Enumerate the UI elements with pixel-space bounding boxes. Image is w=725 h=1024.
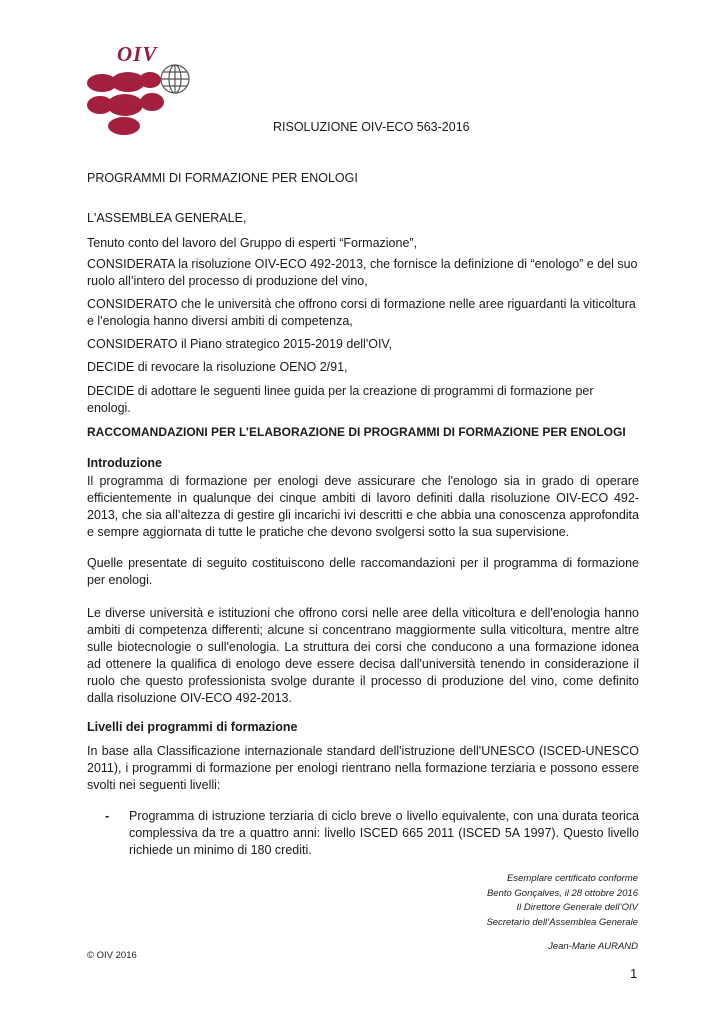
cert-line: Bento Gonçalves, il 28 ottobre 2016	[486, 887, 638, 899]
certification-block	[486, 872, 638, 955]
intro-paragraph: Quelle presentate di seguito costituiscono delle raccomandazioni per il programma di formazione per enologi.	[87, 556, 639, 587]
assembly-heading: L'ASSEMBLEA GENERALE,	[87, 211, 247, 225]
page-number: 1	[630, 966, 638, 981]
intro-paragraph: Le diverse università e istituzioni che offrono corsi nelle aree della viticoltura e dell'enologia hanno ambiti di competenza differenti; alcune si concentrano maggiormente sulla viticoltura, mentre altre sulle biotecnologie o sull'enologia. La struttura dei corsi che conducono a una formazione idonea ad ottenere la qualifica di enologo deve essere decisa dall'università tenendo in considerazione il ruolo che questo professionista svolge durante il processo di produzione del vino, come definito dalla risoluzione OIV-ECO 492-2013.	[87, 606, 639, 705]
preamble-item: DECIDE di revocare la risoluzione OENO 2/91,	[87, 360, 348, 374]
footer-copyright: © OIV 2016	[87, 950, 137, 961]
intro-heading: Introduzione	[87, 456, 162, 470]
resolution-title: RISOLUZIONE OIV-ECO 563-2016	[273, 120, 470, 134]
preamble-item: CONSIDERATA la risoluzione OIV-ECO 492-2013, che fornisce la definizione di “enologo” e del suo ruolo all’intero del processo di produzione del vino,	[87, 257, 638, 288]
cert-line: Esemplare certificato conforme	[507, 873, 638, 884]
logo-text: OIV	[117, 42, 158, 66]
cert-signer: Jean-Marie AURAND	[548, 941, 638, 952]
bullet-marker: -	[105, 808, 110, 823]
recommendations-heading: RACCOMANDAZIONI PER L’ELABORAZIONE DI PROGRAMMI DI FORMAZIONE PER ENOLOGI	[87, 425, 626, 439]
cert-line: Secretario dell’Assemblea Generale	[486, 916, 638, 928]
levels-paragraph: In base alla Classificazione internazionale standard dell'istruzione dell'UNESCO (ISCED-UNESCO 2011), i programmi di formazione per enologi rientrano nella formazione terziaria e possono essere svolti nei seguenti livelli:	[87, 744, 639, 792]
cert-line: Il Direttore Generale dell’OIV	[516, 902, 638, 913]
preamble-item: DECIDE di adottare le seguenti linee guida per la creazione di programmi di formazione per enologi.	[87, 384, 594, 415]
document-subtitle: PROGRAMMI DI FORMAZIONE PER ENOLOGI	[87, 171, 358, 185]
levels-heading: Livelli dei programmi di formazione	[87, 720, 298, 734]
preamble-item: CONSIDERATO che le università che offrono corsi di formazione nelle aree riguardanti la viticoltura e l'enologia hanno diversi ambiti di competenza,	[87, 297, 636, 328]
preamble-item: Tenuto conto del lavoro del Gruppo di esperti “Formazione”,	[87, 236, 418, 250]
preamble-item: CONSIDERATO il Piano strategico 2015-2019 dell'OIV,	[87, 337, 393, 351]
levels-bullet: Programma di istruzione terziaria di ciclo breve o livello equivalente, con una durata teorica complessiva da tre a quattro anni: livello ISCED 665 2011 (ISCED 5A 1997). Questo livello richiede un minimo di 180 crediti.	[129, 809, 639, 857]
intro-paragraph: Il programma di formazione per enologi deve assicurare che l'enologo sia in grado di operare efficientemente in qualunque dei cinque ambiti di lavoro definiti dalla risoluzione OIV-ECO 492-2013, che sia all’altezza di gestire gli incarichi ivi descritti e che abbia una conoscenza approfondita e sempre aggiornata di tutte le pratiche che devono svolgersi sotto la sua supervisione.	[87, 474, 639, 539]
